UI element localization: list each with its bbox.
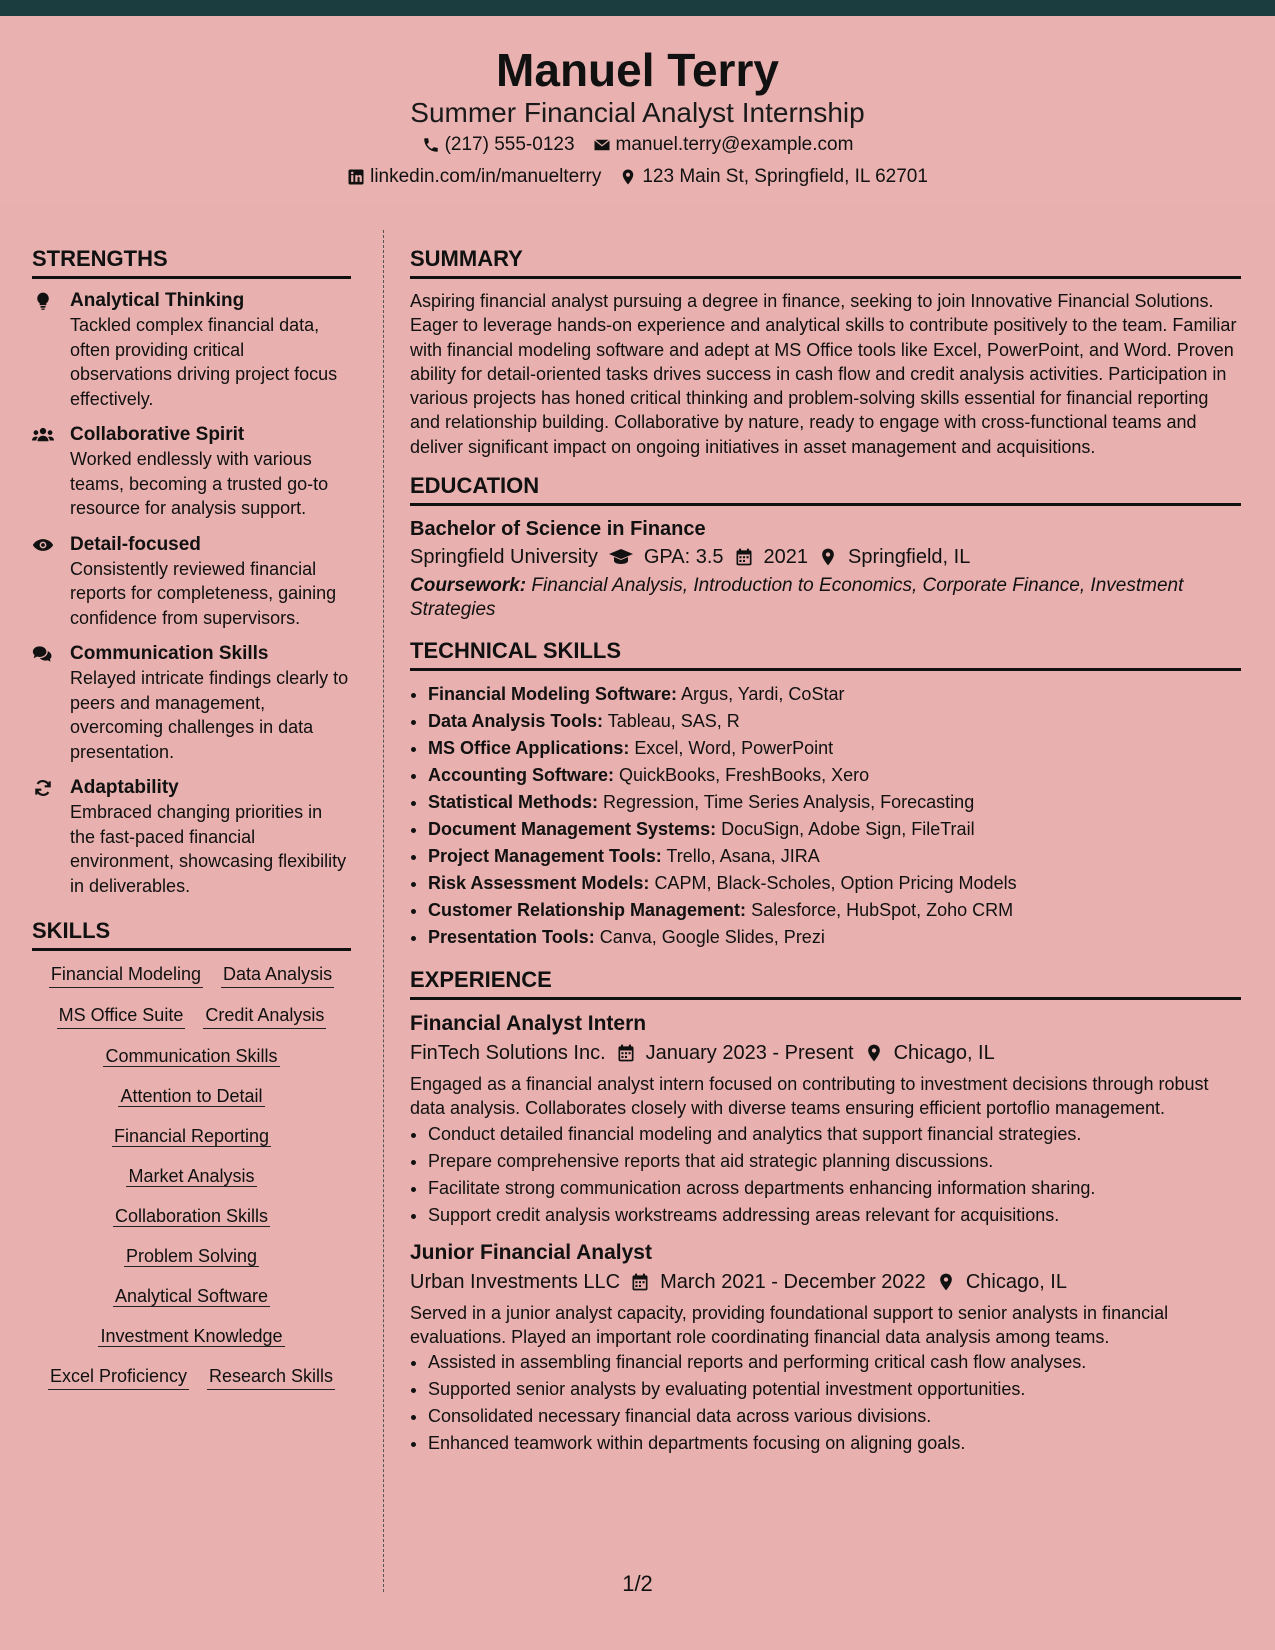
list-item [428,897,1241,924]
coursework-list: Financial Analysis, Introduction to Economics, Corporate Finance, Investment Strategies [410,575,1184,621]
strengths-heading: STRENGTHS [32,244,351,279]
tech-value: Argus, Yardi, CoStar [681,684,845,705]
strength-item [32,776,351,898]
education-meta [410,542,1241,572]
list-item [428,708,1241,735]
job-bullets [410,1349,1241,1457]
skill-tag: Financial Modeling [49,961,203,988]
summary-text: Aspiring financial analyst pursuing a degree in finance, seeking to join Innovative Financial Solutions. Eager to leverage hands-on experience and analytical skills to contribute positively to the team. Familiar with financial modeling software and adept at MS Office tools like Excel, PowerPoint, and Word. Proven ability for detail-oriented tasks drives success in cash flow and credit analysis activities. Participation in various projects has honed critical thinking and problem-solving skills essential for financial reporting and relationship building. Collaborative by nature, ready to engage with cross-functional teams and deliver significant impact on ongoing initiatives in asset management and acquisitions. [410,291,1237,457]
sync-icon [32,778,54,798]
skill-tag: Market Analysis [128,1166,255,1186]
skill-tag: Credit Analysis [203,1002,326,1029]
lightbulb-icon [32,291,54,311]
strength-item [32,289,351,411]
map-marker-icon [619,168,637,186]
candidate-name: Manuel Terry [496,44,779,96]
skill-tag: Problem Solving [125,1246,258,1266]
tech-label: Presentation Tools: [428,927,595,948]
contact-row-2 [0,164,1275,190]
skill-tag: Attention to Detail [120,1086,263,1106]
list-item [428,924,1241,951]
strength-desc: Embraced changing priorities in the fast-paced financial environment, showcasing flexibility in deliverables. [70,802,347,896]
column-divider [383,230,384,1592]
strength-item [32,423,351,521]
technical-skills-heading: TECHNICAL SKILLS [410,636,1241,671]
tech-label: Accounting Software: [428,765,615,786]
job-title: Summer Financial Analyst Internship [410,97,865,128]
gpa: GPA: 3.5 [643,546,724,569]
skills-heading: SKILLS [32,916,351,951]
eye-icon [32,535,54,555]
page-number: 1/2 [622,1571,653,1596]
list-item: • Support credit analysis workstreams addressing areas relevant for acquisitions. [428,1202,1241,1229]
users-icon [32,425,54,445]
graduation-year: 2021 [763,546,809,569]
tech-label: Customer Relationship Management: [428,900,747,921]
address-contact [619,164,928,190]
tech-value: Canva, Google Slides, Prezi [599,927,825,948]
list-item [428,762,1241,789]
coursework [410,574,1241,622]
tech-value: Regression, Time Series Analysis, Forecasting [603,792,975,813]
skill-tag: Collaboration Skills [114,1206,269,1226]
right-column [410,244,1241,1467]
strength-desc: Worked endlessly with various teams, becoming a trusted go-to resource for analysis support. [70,449,329,518]
list-item [428,870,1241,897]
education-heading: EDUCATION [410,471,1241,506]
address-text: 123 Main St, Springfield, IL 62701 [642,166,928,187]
calendar-icon [616,1043,636,1063]
school-location: Springfield, IL [848,546,971,569]
experience-heading: EXPERIENCE [410,965,1241,1000]
tech-value: DocuSign, Adobe Sign, FileTrail [721,819,975,840]
list-item: • Assisted in assembling financial reports and performing critical cash flow analyses. [428,1349,1241,1376]
strength-title: Communication Skills [70,643,269,664]
job-location: Chicago, IL [893,1042,995,1065]
calendar-icon [630,1272,650,1292]
top-bar [0,0,1275,16]
strength-item [32,642,351,764]
tech-value: CAPM, Black-Scholes, Option Pricing Models [654,873,1017,894]
skill-tag: Communication Skills [105,1046,278,1066]
list-item: • Prepare comprehensive reports that aid strategic planning discussions. [428,1148,1241,1175]
tech-label: MS Office Applications: [428,738,630,759]
tech-value: Excel, Word, PowerPoint [634,738,834,759]
contact-row-1 [0,132,1275,158]
job-bullets [410,1121,1241,1229]
strength-item [32,533,351,631]
email-text: manuel.terry@example.com [615,134,854,155]
strength-title: Collaborative Spirit [70,424,245,445]
tech-value: Salesforce, HubSpot, Zoho CRM [751,900,1014,921]
school-name: Springfield University [410,546,598,569]
skill-tag: Analytical Software [114,1286,269,1306]
phone-contact [422,132,575,158]
email-contact[interactable] [593,132,854,158]
strength-title: Detail-focused [70,533,201,555]
graduation-cap-icon [608,547,634,567]
skill-tag: Research Skills [207,1363,335,1390]
job-title: Financial Analyst Intern [410,1012,647,1036]
job-description: Engaged as a financial analyst intern focused on contributing to investment decisions through robust data analysis. Collaborates closely with diverse teams ensuring efficient portoflio management. [410,1074,1209,1119]
tech-label: Project Management Tools: [428,846,662,867]
coursework-label: Coursework: [410,575,527,597]
tech-value: Tableau, SAS, R [607,711,740,732]
list-item: • Conduct detailed financial modeling and analytics that support financial strategies. [428,1121,1241,1148]
tech-label: Document Management Systems: [428,819,717,840]
skills-list [32,961,351,1390]
map-marker-icon [864,1043,884,1063]
list-item: • Consolidated necessary financial data across various divisions. [428,1403,1241,1430]
skill-tag: Investment Knowledge [100,1326,283,1346]
tech-label: Risk Assessment Models: [428,873,650,894]
skill-tag: Data Analysis [221,961,334,988]
list-item [428,789,1241,816]
job-entry [410,1239,1241,1458]
job-title: Junior Financial Analyst [410,1240,652,1264]
strength-desc: Relayed intricate findings clearly to peers and management, overcoming challenges in data presentation. [70,668,349,762]
list-item [428,681,1241,708]
company-name: FinTech Solutions Inc. [410,1042,606,1065]
phone-text: (217) 555-0123 [444,134,575,155]
job-location: Chicago, IL [965,1270,1067,1293]
list-item [428,843,1241,870]
job-meta [410,1038,1241,1068]
company-name: Urban Investments LLC [410,1270,621,1293]
skill-tag: Excel Proficiency [48,1363,189,1390]
job-meta [410,1267,1241,1297]
envelope-icon [593,136,611,154]
calendar-icon [734,547,754,567]
summary-heading: SUMMARY [410,244,1241,279]
job-dates: January 2023 - Present [645,1042,854,1065]
comments-icon [32,644,54,664]
linkedin-text: linkedin.com/in/manuelterry [370,166,602,187]
linkedin-contact[interactable] [347,164,601,190]
map-marker-icon [818,547,838,567]
degree: Bachelor of Science in Finance [410,518,706,541]
skill-tag: Financial Reporting [113,1126,270,1146]
tech-label: Statistical Methods: [428,792,599,813]
job-dates: March 2021 - December 2022 [660,1270,926,1293]
job-entry [410,1010,1241,1229]
tech-label: Financial Modeling Software: [428,684,678,705]
map-marker-icon [936,1272,956,1292]
linkedin-icon [347,168,365,186]
tech-value: QuickBooks, FreshBooks, Xero [619,765,870,786]
skill-tag: MS Office Suite [57,1002,186,1029]
list-item: • Enhanced teamwork within departments focusing on aligning goals. [428,1430,1241,1457]
tech-label: Data Analysis Tools: [428,711,604,732]
strength-desc: Tackled complex financial data, often providing critical observations driving project focus effectively. [70,315,338,409]
list-item [428,816,1241,843]
resume-header [0,16,1275,204]
left-column [32,244,351,1390]
strength-title: Adaptability [70,777,179,798]
list-item [428,735,1241,762]
strength-title: Analytical Thinking [70,290,245,311]
tech-value: Trello, Asana, JIRA [666,846,820,867]
list-item: • Supported senior analysts by evaluating potential investment opportunities. [428,1376,1241,1403]
strength-desc: Consistently reviewed financial reports for completeness, gaining confidence from supervisors. [70,558,337,628]
job-description: Served in a junior analyst capacity, providing foundational support to senior analysts in financial evaluations. Played an important role coordinating financial data analysis among teams. [410,1302,1169,1347]
list-item: • Facilitate strong communication across departments enhancing information sharing. [428,1175,1241,1202]
technical-skills-list [410,681,1241,951]
phone-icon [422,136,440,154]
